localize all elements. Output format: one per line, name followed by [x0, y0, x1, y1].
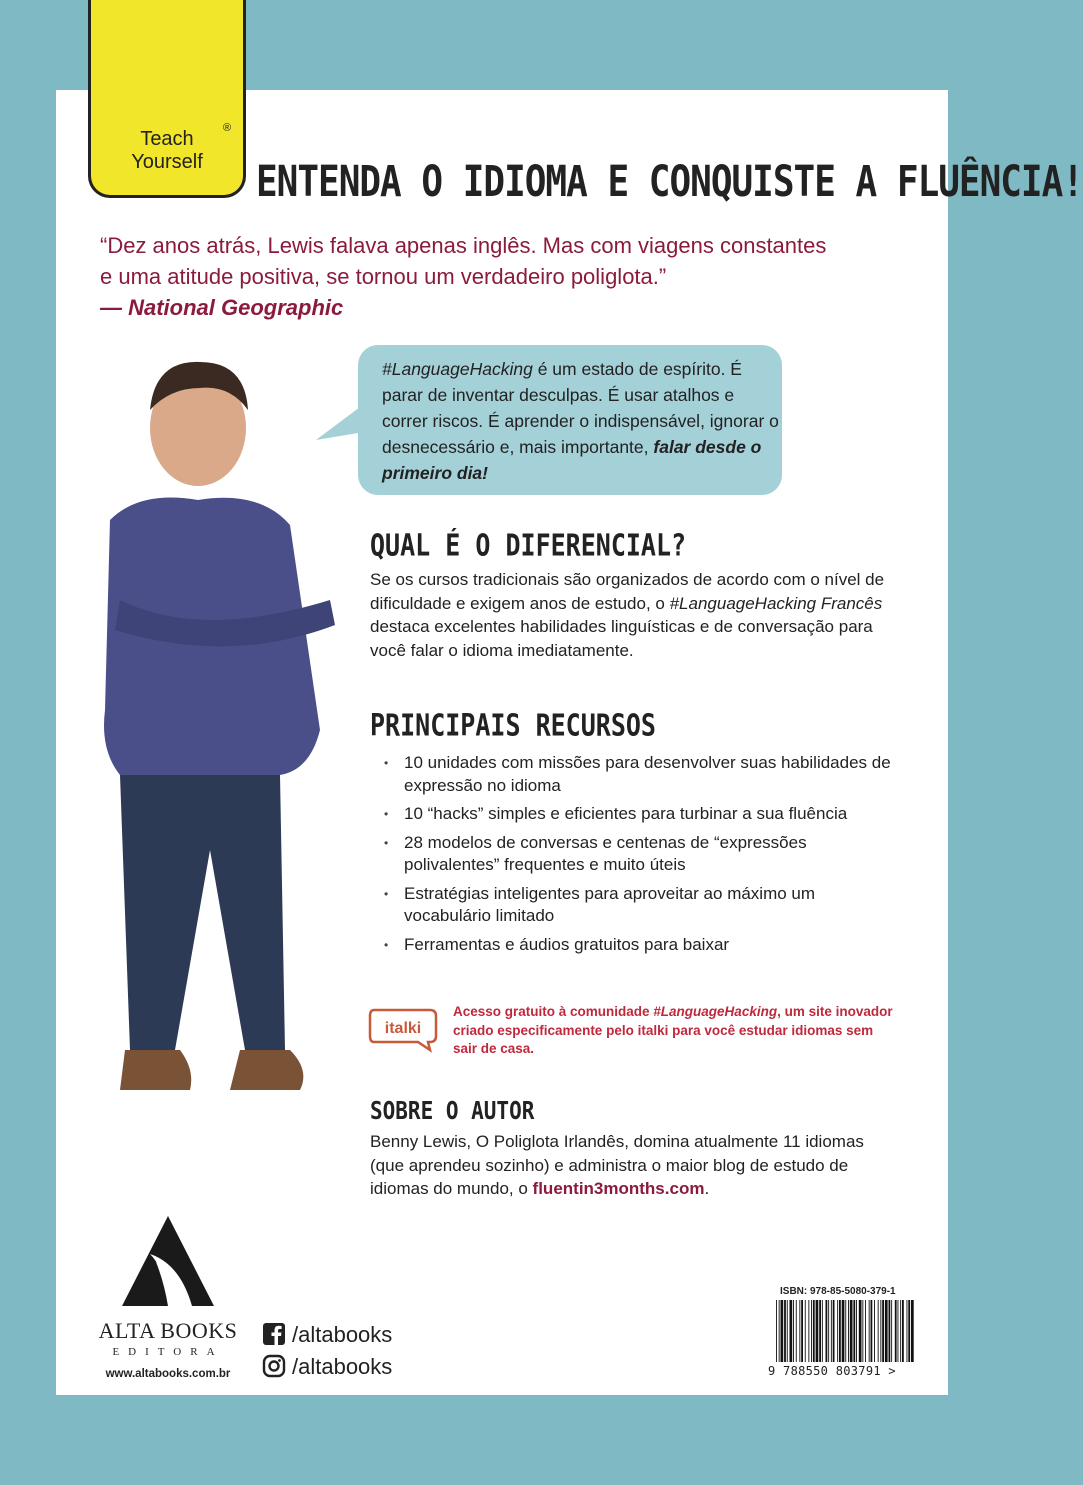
bubble-emphasis: falar desde o primeiro dia! — [382, 437, 762, 483]
barcode-bar — [842, 1300, 845, 1362]
list-item: • Estratégias inteligentes para aproveitar ao máximo um vocabulário limitado — [382, 883, 902, 928]
italki-text-a: Acesso gratuito à comunidade — [453, 1004, 654, 1019]
autor-text — [370, 1130, 890, 1201]
barcode-bar — [882, 1300, 884, 1362]
barcode — [776, 1300, 916, 1362]
list-item: • Ferramentas e áudios gratuitos para baixar — [382, 934, 902, 957]
barcode-bar — [848, 1300, 849, 1362]
barcode-bar — [813, 1300, 815, 1362]
instagram-label: /altabooks — [292, 1354, 393, 1379]
feature-list — [382, 752, 902, 962]
barcode-bar — [833, 1300, 835, 1362]
barcode-bar — [845, 1300, 846, 1362]
quote-line-1: “Dez anos atrás, Lewis falava apenas inglês. Mas com viagens constantes — [100, 233, 827, 258]
autor-title: SOBRE O AUTOR — [370, 1096, 535, 1125]
italki-icon — [368, 1008, 438, 1052]
barcode-bar — [826, 1300, 828, 1362]
barcode-bar — [859, 1300, 862, 1362]
barcode-bar — [880, 1300, 881, 1362]
autor-text-a: Benny Lewis, O Poliglota Irlandês, domina atualmente 11 idiomas (que aprendeu sozinho) e administra o maior blog de estudo de idiomas do mundo, o — [370, 1132, 864, 1198]
diferencial-text-a: Se os cursos tradicionais são organizados de acordo com o nível de dificuldade e exigem anos de estudo, o — [370, 570, 885, 613]
list-item: • 10 “hacks” simples e eficientes para turbinar a sua fluência — [382, 803, 902, 826]
barcode-bar — [808, 1300, 809, 1362]
barcode-bar — [871, 1300, 873, 1362]
headline: ENTENDA O IDIOMA E CONQUISTE A FLUÊNCIA! — [256, 158, 1083, 207]
barcode-bar — [801, 1300, 803, 1362]
barcode-bar — [853, 1300, 855, 1362]
barcode-bar — [781, 1300, 784, 1362]
recursos-title: PRINCIPAIS RECURSOS — [370, 708, 656, 743]
barcode-bar — [787, 1300, 788, 1362]
barcode-bar — [784, 1300, 786, 1362]
barcode-bar — [793, 1300, 794, 1362]
barcode-bar — [779, 1300, 780, 1362]
barcode-bar — [891, 1300, 892, 1362]
instagram-icon — [262, 1354, 286, 1378]
publisher-name: ALTA BOOKS — [98, 1318, 238, 1343]
facebook-icon — [262, 1322, 286, 1346]
autor-text-b: . — [704, 1179, 710, 1198]
list-item: • 28 modelos de conversas e centenas de “expressões polivalentes” frequentes e muito úteis — [382, 832, 902, 877]
barcode-bar — [850, 1300, 853, 1362]
teach-yourself-label — [91, 128, 243, 174]
quote-line-2: e uma atitude positiva, se tornou um verdadeiro poliglota.” — [100, 264, 667, 289]
diferencial-text — [370, 568, 890, 662]
barcode-bar — [805, 1300, 806, 1362]
barcode-bar — [856, 1300, 857, 1362]
barcode-bar — [878, 1300, 879, 1362]
barcode-bar — [796, 1300, 797, 1362]
barcode-bar — [895, 1300, 897, 1362]
barcode-bar — [831, 1300, 832, 1362]
italki-text-b: , um site inovador criado especificamente pelo italki para você estudar idiomas sem sair de casa. — [453, 1004, 893, 1056]
italki-text — [453, 1003, 893, 1059]
press-quote — [100, 230, 900, 323]
facebook-handle[interactable] — [262, 1322, 392, 1348]
barcode-bar — [902, 1300, 904, 1362]
isbn-label: ISBN: 978-85-5080-379-1 — [780, 1286, 896, 1297]
barcode-bar — [839, 1300, 841, 1362]
speech-bubble-text — [382, 356, 782, 486]
teach-yourself-badge — [88, 0, 246, 198]
barcode-bar — [885, 1300, 888, 1362]
badge-line-2: Yourself — [131, 151, 203, 173]
publisher-url[interactable]: www.altabooks.com.br — [105, 1368, 231, 1380]
author-photo — [80, 350, 340, 1200]
barcode-digits: 9 788550 803791 > — [768, 1364, 896, 1378]
barcode-bar — [865, 1300, 866, 1362]
diferencial-text-b: destaca excelentes habilidades linguísticas e de conversação para você falar o idioma imediatamente. — [370, 617, 873, 660]
barcode-bar — [862, 1300, 863, 1362]
instagram-handle[interactable] — [262, 1354, 392, 1380]
barcode-bar — [900, 1300, 901, 1362]
barcode-bar — [889, 1300, 891, 1362]
barcode-bar — [907, 1300, 908, 1362]
barcode-bar — [837, 1300, 838, 1362]
barcode-bar — [874, 1300, 875, 1362]
registered-mark: ® — [223, 122, 232, 134]
italki-italic: #LanguageHacking — [653, 1004, 778, 1019]
barcode-bar — [816, 1300, 819, 1362]
publisher-sub: EDITORA — [112, 1346, 224, 1358]
barcode-bar — [819, 1300, 821, 1362]
quote-source: — National Geographic — [100, 295, 344, 320]
badge-line-1: Teach — [140, 128, 194, 150]
alta-books-logo-icon — [120, 1214, 216, 1310]
barcode-bar — [898, 1300, 899, 1362]
diferencial-italic: #LanguageHacking Francês — [669, 593, 883, 613]
diferencial-title: QUAL É O DIFERENCIAL? — [370, 528, 687, 563]
facebook-label: /altabooks — [292, 1322, 393, 1347]
list-item: • 10 unidades com missões para desenvolver suas habilidades de expressão no idioma — [382, 752, 902, 797]
barcode-bar — [776, 1300, 777, 1362]
author-blog-link[interactable]: fluentin3months.com — [532, 1179, 705, 1198]
barcode-bar — [908, 1300, 910, 1362]
barcode-bar — [828, 1300, 829, 1362]
barcode-bar — [799, 1300, 800, 1362]
barcode-bar — [869, 1300, 870, 1362]
barcode-bar — [811, 1300, 812, 1362]
italki-icon-label: italki — [384, 1020, 422, 1037]
barcode-bar — [790, 1300, 793, 1362]
barcode-bar — [822, 1300, 823, 1362]
bubble-body: é um estado de espírito. É parar de inventar desculpas. É usar atalhos e correr riscos. É aprender o indispensável, ignorar o desnecessário e, mais importante, — [382, 359, 779, 457]
barcode-bar — [911, 1300, 914, 1362]
bubble-hashtag: #LanguageHacking — [382, 359, 533, 379]
